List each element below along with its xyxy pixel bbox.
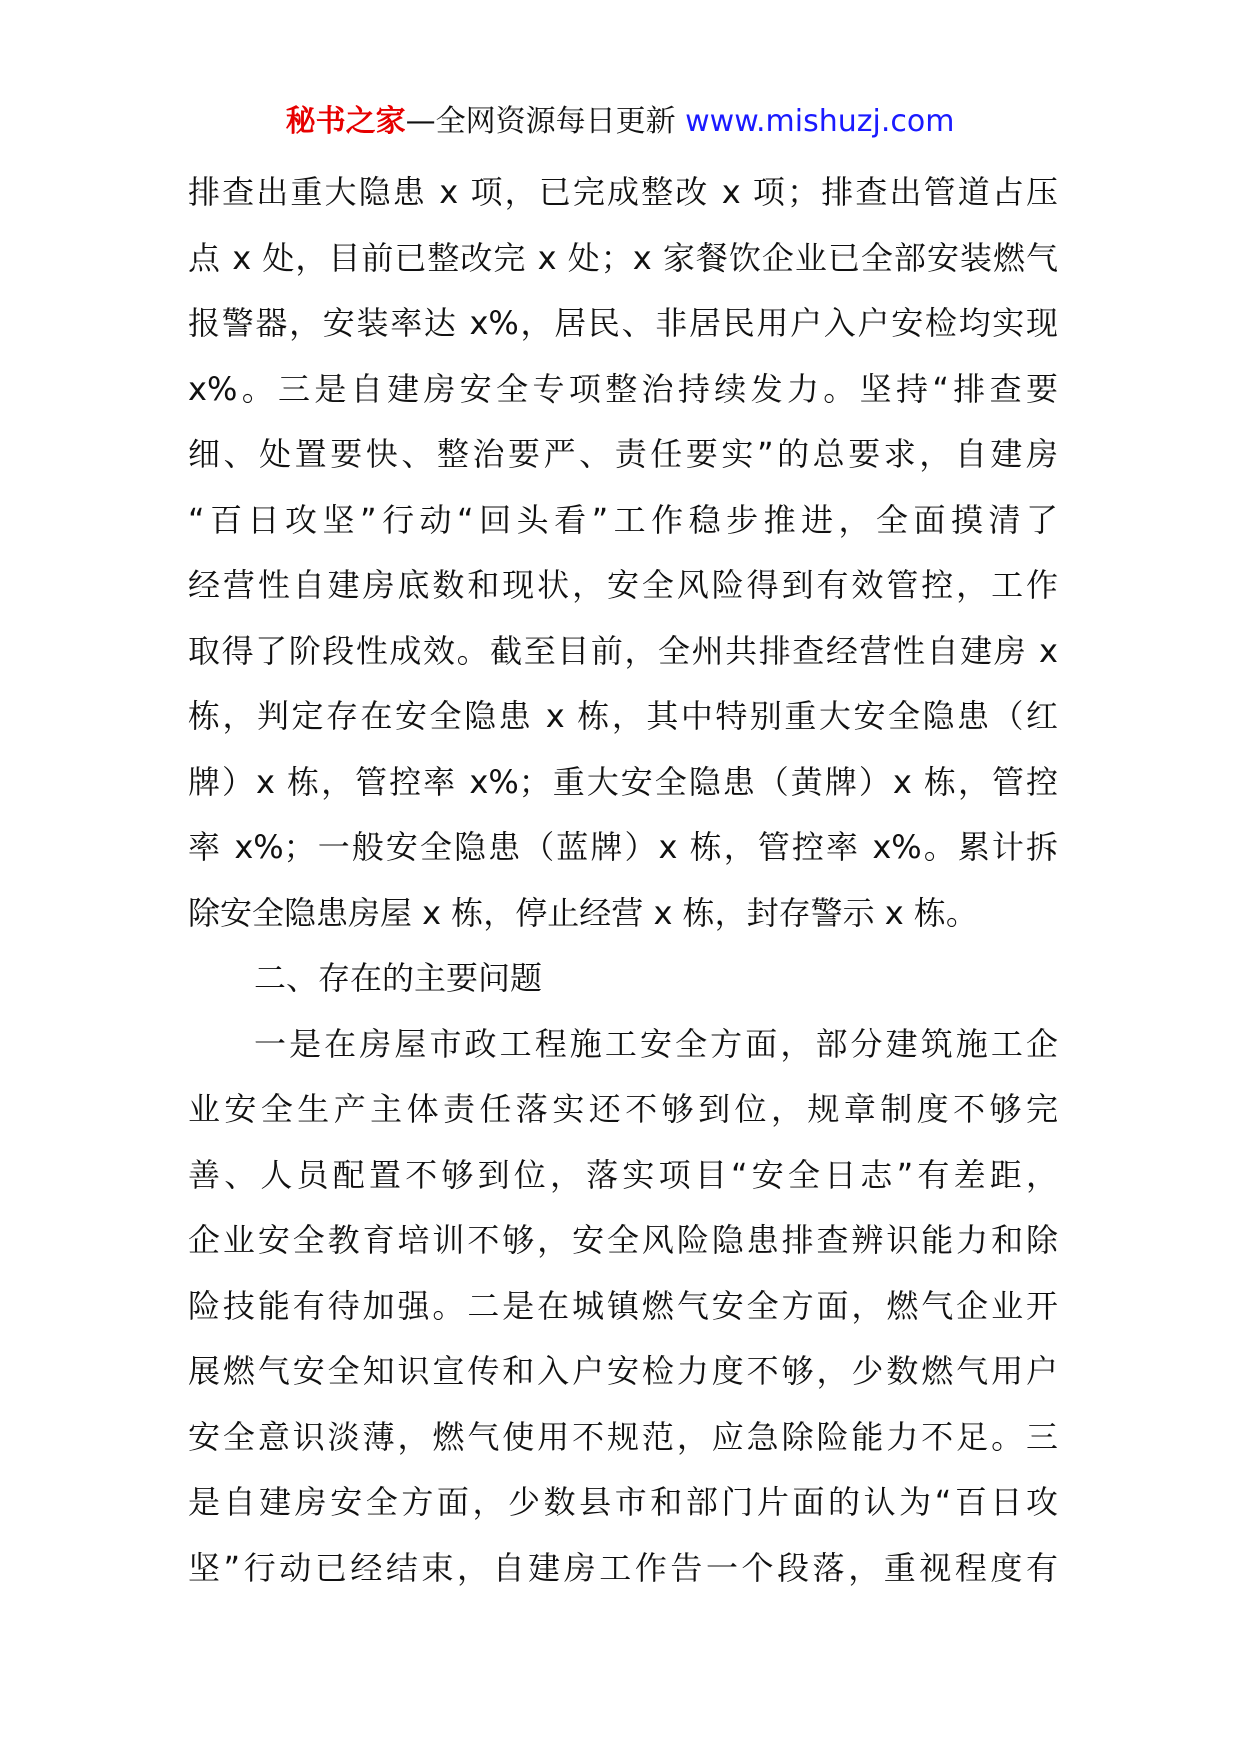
text-line: 安全意识淡薄，燃气使用不规范，应急除险能力不足。三: [188, 1417, 1058, 1456]
text-line: 坚”行动已经结束，自建房工作告一个段落，重视程度有: [188, 1548, 1058, 1587]
text-line: 率 x%；一般安全隐患（蓝牌）x 栋，管控率 x%。累计拆: [188, 828, 1058, 866]
text-line: 经营性自建房底数和现状，安全风险得到有效管控，工作: [188, 566, 1058, 604]
text-line: 险技能有待加强。二是在城镇燃气安全方面，燃气企业开: [188, 1286, 1058, 1325]
site-header: [0, 100, 1240, 144]
text-line: 业安全生产主体责任落实还不够到位，规章制度不够完: [188, 1090, 1058, 1128]
site-url-link[interactable]: www.mishuzj.com: [685, 104, 955, 139]
site-brand: 秘书之家: [285, 104, 406, 139]
text-line: 取得了阶段性成效。截至目前，全州共排查经营性自建房 x: [188, 631, 1058, 670]
text-line: 报警器，安装率达 x%，居民、非居民用户入户安检均实现: [188, 304, 1058, 342]
text-line: 一是在房屋市政工程施工安全方面，部分建筑施工企: [254, 1024, 1058, 1063]
text-line: 展燃气安全知识宣传和入户安检力度不够，少数燃气用户: [188, 1352, 1058, 1390]
text-line: x%。三是自建房安全专项整治持续发力。坚持“排查要: [188, 369, 1058, 408]
text-line: 牌）x 栋，管控率 x%；重大安全隐患（黄牌）x 栋，管控: [188, 762, 1058, 801]
text-line: 栋，判定存在安全隐患 x 栋，其中特别重大安全隐患（红: [188, 697, 1058, 735]
text-line: 除安全隐患房屋 x 栋，停止经营 x 栋，封存警示 x 栋。: [188, 893, 978, 932]
text-line: 点 x 处，目前已整改完 x 处；x 家餐饮企业已全部安装燃气: [188, 238, 1058, 277]
text-line: 排查出重大隐患 x 项，已完成整改 x 项；排查出管道占压: [188, 173, 1058, 211]
text-line: 细、处置要快、整治要严、责任要实”的总要求，自建房: [188, 435, 1058, 473]
text-line: 是自建房安全方面，少数县市和部门片面的认为“百日攻: [188, 1483, 1058, 1521]
document-body: [188, 160, 1058, 1601]
text-line: 企业安全教育培训不够，安全风险隐患排查辨识能力和除: [188, 1221, 1058, 1259]
site-tagline: —全网资源每日更新: [405, 104, 676, 139]
text-line: “百日攻坚”行动“回头看”工作稳步推进，全面摸清了: [188, 500, 1058, 539]
section-heading: 二、存在的主要问题: [254, 959, 543, 997]
text-line: 善、人员配置不够到位，落实项目“安全日志”有差距，: [188, 1155, 1058, 1194]
